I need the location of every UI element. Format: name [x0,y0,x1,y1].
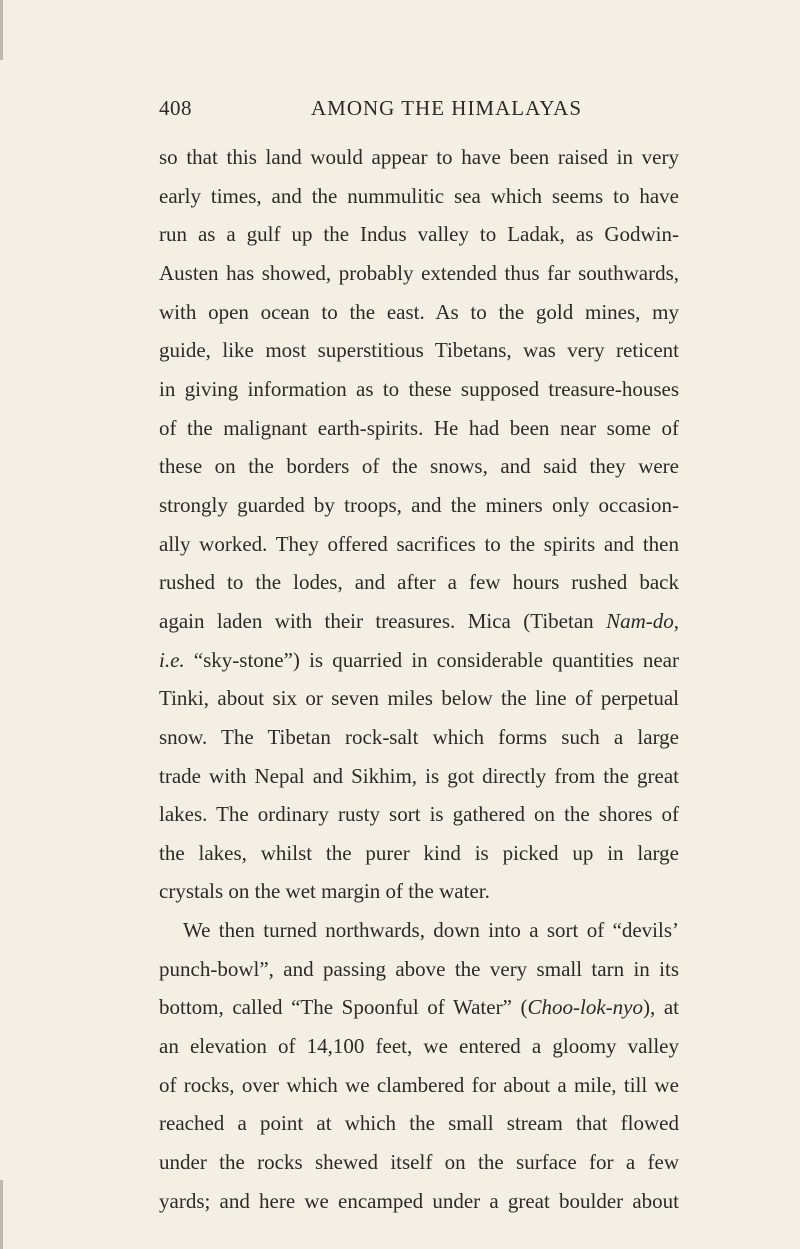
text-line: rushed to the lodes, and after a few hours rushed back [159,570,679,595]
text-line: guide, like most superstitious Tibetans, was very reticent [159,338,679,363]
running-title: AMONG THE HIMALAYAS [311,96,583,120]
text-line: lakes. The ordinary rusty sort is gathered on the shores of [159,802,679,827]
text-line [159,602,679,641]
text-line: so that this land would appear to have been raised in very [159,145,679,169]
text-line [159,641,679,680]
text-line: Austen has showed, probably extended thus far southwards, [159,260,679,285]
italic-term: i.e. [159,647,185,672]
text-line: in giving information as to these supposed treasure-houses [159,376,679,401]
page-header [159,96,679,128]
page-edge-shadow-bottom [0,1180,3,1249]
text-line: under the rocks shewed itself on the surface for a few [159,1150,679,1175]
italic-term: Choo-lok-nyo [527,995,643,1020]
text-line: an elevation of 14,100 feet, we entered a gloomy valley [159,1034,679,1059]
text-line: strongly guarded by troops, and the miners only occasion- [159,492,679,517]
text-line: yards; and here we encamped under a great boulder about [159,1188,679,1213]
page-number: 408 [159,96,192,120]
text-run: , [673,608,679,633]
text-run: “sky-stone”) is quarried in considerable quantities near [184,647,679,672]
text-run: ), at [642,995,679,1020]
page-edge-shadow-top [0,0,3,60]
text-line: We then turned northwards, down into a sort of “devils’ [183,918,679,943]
text-run: again laden with their treasures. Mica (Tibetan [159,608,607,633]
text-line: trade with Nepal and Sikhim, is got directly from the great [159,763,679,788]
text-line: run as a gulf up the Indus valley to Ladak, as Godwin- [159,222,679,247]
text-line: early times, and the nummulitic sea which seems to have [159,183,679,208]
text-line: of the malignant earth-spirits. He had been near some of [159,415,679,440]
text-run: bottom, called “The Spoonful of Water” ( [159,995,528,1020]
text-line: reached a point at which the small stream that flowed [159,1111,679,1136]
body-text [159,138,679,1220]
text-line: these on the borders of the snows, and said they were [159,454,679,479]
text-line: of rocks, over which we clambered for about a mile, till we [159,1072,679,1097]
text-line: Tinki, about six or seven miles below the line of perpetual [159,686,679,711]
text-line: with open ocean to the east. As to the gold mines, my [159,299,679,324]
text-line: ally worked. They offered sacrifices to the spirits and then [159,531,679,556]
text-line: snow. The Tibetan rock-salt which forms such a large [159,724,679,749]
text-line: crystals on the wet margin of the water. [159,879,490,904]
italic-term: Nam-do [606,608,674,633]
text-line: punch-bowl”, and passing above the very small tarn in its [159,956,679,981]
text-line [159,988,679,1027]
text-line: the lakes, whilst the purer kind is picked up in large [159,840,679,865]
